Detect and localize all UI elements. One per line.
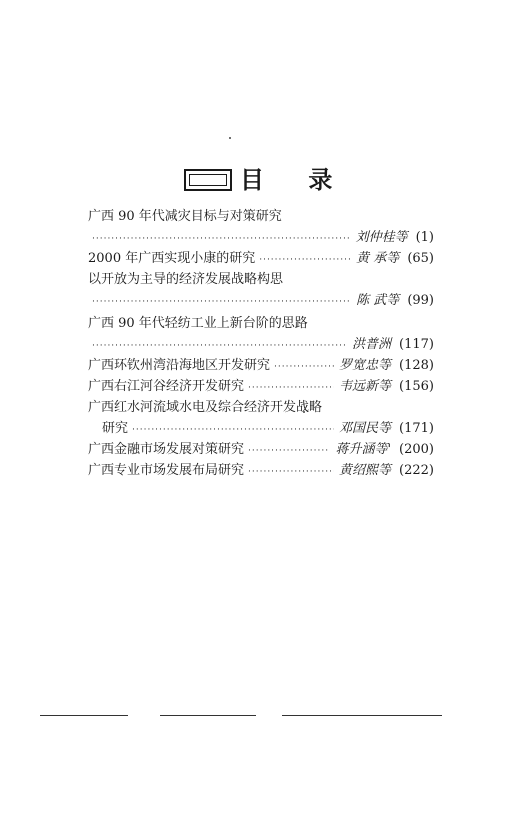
toc-entry-page: (156) xyxy=(399,379,434,394)
footer-rule xyxy=(282,715,442,716)
dot-leader xyxy=(92,336,347,357)
toc-entry-author: 黄 承等 xyxy=(356,251,400,266)
toc-entry[interactable] xyxy=(88,248,434,269)
dot-leader xyxy=(274,357,334,378)
toc-entry[interactable] xyxy=(88,355,434,376)
dot-leader xyxy=(248,462,334,483)
footer-rule xyxy=(40,715,128,716)
toc-entry-title: 广西专业市场发展布局研究 xyxy=(88,463,245,478)
toc-entry-author: 洪普洲 xyxy=(352,337,392,352)
dot-leader xyxy=(132,420,334,441)
toc-entry[interactable] xyxy=(88,418,434,439)
toc-entry-title: 广西右江河谷经济开发研究 xyxy=(88,379,245,394)
toc-entry[interactable] xyxy=(88,290,434,311)
toc-entry-author: 陈 武等 xyxy=(356,293,400,308)
toc-entry[interactable] xyxy=(88,439,434,460)
toc-entry-title: 广西红水河流域水电及综合经济开发战略 xyxy=(88,400,323,415)
heading-frame-ornament xyxy=(184,169,232,191)
toc-entry-author: 邓国民等 xyxy=(339,421,392,436)
toc-entry-page: (128) xyxy=(399,358,434,373)
toc-entry-page: (200) xyxy=(399,442,434,457)
table-of-contents xyxy=(88,206,434,481)
dot-leader xyxy=(248,378,334,399)
toc-entry-page: (117) xyxy=(399,337,434,352)
toc-entry-author: 罗宽忠等 xyxy=(339,358,392,373)
toc-entry[interactable] xyxy=(88,376,434,397)
toc-entry[interactable] xyxy=(88,227,434,248)
toc-heading xyxy=(184,165,350,195)
toc-entry-title: 2000 年广西实现小康的研究 xyxy=(88,251,256,266)
dot-leader xyxy=(259,250,351,271)
toc-entry-page: (1) xyxy=(415,230,434,245)
toc-entry-title-continued: 研究 xyxy=(102,421,129,436)
toc-heading-title: 目 录 xyxy=(240,166,351,194)
dot-leader xyxy=(92,229,351,250)
dot-leader xyxy=(248,441,330,462)
toc-entry[interactable] xyxy=(88,334,434,355)
toc-entry-author: 刘仲桂等 xyxy=(355,230,408,245)
toc-entry-page: (65) xyxy=(407,251,434,266)
toc-entry-title: 广西 90 年代轻纺工业上新台阶的思路 xyxy=(88,316,308,331)
toc-entry-page: (171) xyxy=(399,421,434,436)
toc-entry-title: 广西环钦州湾沿海地区开发研究 xyxy=(88,358,271,373)
toc-entry[interactable] xyxy=(88,460,434,481)
toc-entry-author: 蒋升涵等' xyxy=(335,442,392,457)
footer-rule xyxy=(160,715,256,716)
dot-leader xyxy=(92,292,351,313)
toc-entry-author: 黄绍熙等 xyxy=(339,463,392,478)
toc-entry-title: 广西金融市场发展对策研究 xyxy=(88,442,245,457)
toc-entry-title: 广西 90 年代减灾目标与对策研究 xyxy=(88,209,282,224)
toc-entry-author: 韦远新等 xyxy=(339,379,392,394)
toc-entry-page: (99) xyxy=(407,293,434,308)
toc-entry-title: 以开放为主导的经济发展战略构思 xyxy=(88,272,284,287)
print-speck xyxy=(229,137,231,139)
toc-entry-page: (222) xyxy=(399,463,434,478)
